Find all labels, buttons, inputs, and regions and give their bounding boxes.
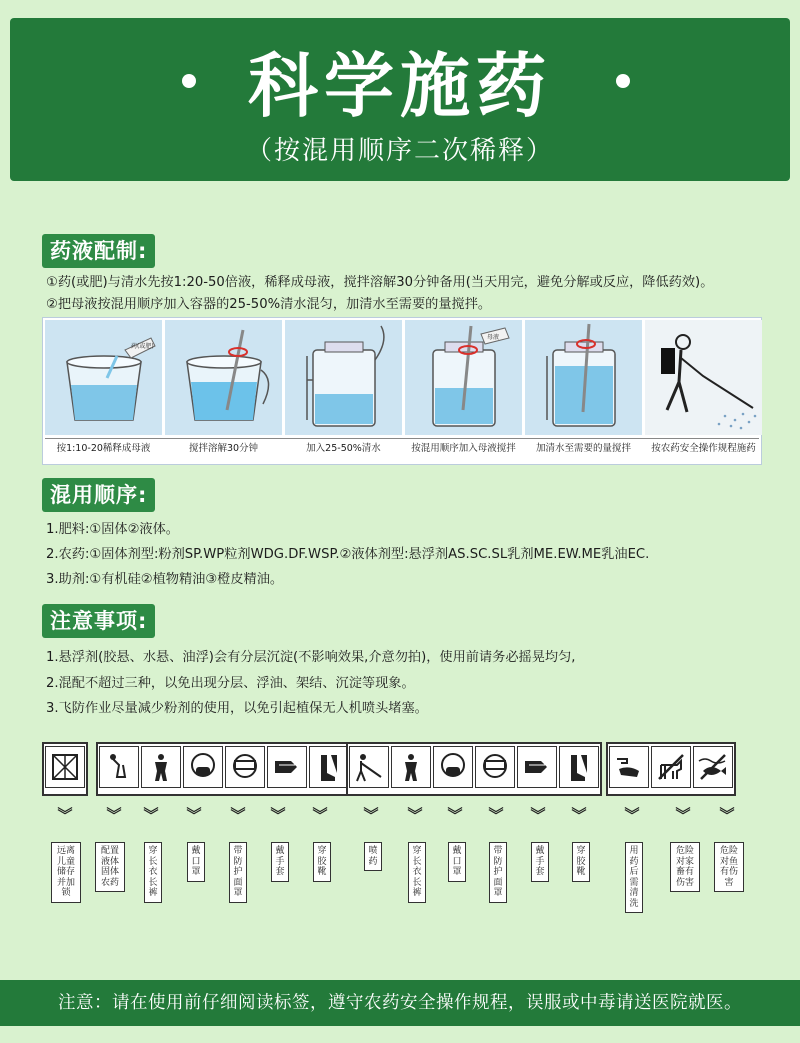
chevron-down-icon: ︾	[447, 806, 463, 824]
mixing-bottle-icon	[99, 746, 139, 788]
pictogram-label-gloves-2: 戴手套	[531, 842, 549, 882]
title-banner	[10, 18, 790, 181]
chevron-down-icon: ︾	[571, 806, 587, 824]
step-divider	[45, 438, 759, 439]
boots-icon	[309, 746, 349, 788]
step-5-illustration	[525, 320, 642, 435]
pictogram-label-mask: 戴口罩	[187, 842, 205, 882]
section-heading-mixing: 药液配制:	[42, 234, 155, 268]
pictogram-group-application	[346, 742, 602, 796]
pictogram-label-spray: 喷药	[364, 842, 382, 871]
gloves-icon	[267, 746, 307, 788]
order-line-1: 1.肥料:①固体②液体。	[46, 522, 179, 537]
pictogram-label-wash: 用药后需清洗	[625, 842, 643, 913]
chevron-down-icon: ︾	[488, 806, 504, 824]
step-3-label: 加入25-50%清水	[306, 443, 381, 454]
face-shield-icon-2	[475, 746, 515, 788]
bottle-label: 药(或肥)	[131, 343, 154, 350]
chevron-down-icon: ︾	[530, 806, 546, 824]
pictogram-label-clothes-2: 穿长衣长裤	[408, 842, 426, 903]
locked-storage-icon	[45, 746, 85, 788]
order-line-3: 3.助剂:①有机硅②植物精油③橙皮精油。	[46, 572, 284, 587]
step-5-label: 加清水至需要的量搅拌	[535, 443, 631, 454]
fish-hazard-icon	[693, 746, 733, 788]
section-heading-order: 混用顺序:	[42, 478, 155, 512]
pictogram-group-storage	[42, 742, 88, 796]
mask-icon-2	[433, 746, 473, 788]
pictogram-label-boots-2: 穿胶靴	[572, 842, 590, 882]
page-subtitle: （按混用顺序二次稀释）	[245, 136, 554, 166]
page-title: 科学施药	[248, 45, 552, 127]
wash-hands-icon	[609, 746, 649, 788]
long-clothes-icon	[141, 746, 181, 788]
mixing-steps-strip	[42, 317, 762, 465]
pictogram-label-storage: 远离儿童储存并加锁	[51, 842, 81, 903]
pictogram-label-prepare: 配置液体固体农药	[95, 842, 125, 892]
pictogram-label-shield-2: 带防护面罩	[489, 842, 507, 903]
pictogram-group-after-use	[606, 742, 736, 796]
pictogram-label-boots: 穿胶靴	[313, 842, 331, 882]
mixing-line-1: ①药(或肥)与清水先按1:20-50倍液，稀释成母液，搅拌溶解30分钟备用(当天用完，避免分解或反应，降低药效)。	[46, 275, 714, 290]
step-1-illustration	[45, 320, 162, 435]
pictogram-label-fish: 危险对鱼有伤害	[714, 842, 744, 892]
step-3-illustration	[285, 320, 402, 435]
notes-line-1: 1.悬浮剂(胶悬、水悬、油浮)会有分层沉淀(不影响效果,介意勿拍)，使用前请务必摇晃均匀,	[46, 650, 576, 665]
chevron-down-icon: ︾	[312, 806, 328, 824]
notes-line-2: 2.混配不超过三种，以免出现分层、浮油、架结、沉淀等现象。	[46, 676, 415, 691]
pictogram-label-gloves: 戴手套	[271, 842, 289, 882]
long-clothes-icon-2	[391, 746, 431, 788]
mother-liquor-label: 母液	[487, 334, 500, 341]
step-4-illustration	[405, 320, 522, 435]
gloves-icon-2	[517, 746, 557, 788]
chevron-down-icon: ︾	[57, 806, 73, 824]
pictogram-label-clothes: 穿长衣长裤	[144, 842, 162, 903]
safety-footer: 注意：请在使用前仔细阅读标签，遵守农药安全操作规程，误服或中毒请送医院就医。	[0, 980, 800, 1026]
pictogram-label-shield: 带防护面罩	[229, 842, 247, 903]
chevron-down-icon: ︾	[186, 806, 202, 824]
step-6-illustration	[645, 320, 762, 435]
bullet-dot-right	[616, 74, 630, 88]
mask-icon	[183, 746, 223, 788]
chevron-down-icon: ︾	[143, 806, 159, 824]
notes-line-3: 3.飞防作业尽量减少粉剂的使用，以免引起植保无人机喷头堵塞。	[46, 701, 428, 716]
livestock-hazard-icon	[651, 746, 691, 788]
chevron-down-icon: ︾	[719, 806, 735, 824]
mixing-line-2: ②把母液按混用顺序加入容器的25-50%清水混匀，加清水至需要的量搅拌。	[46, 297, 492, 312]
chevron-down-icon: ︾	[675, 806, 691, 824]
boots-icon-2	[559, 746, 599, 788]
step-6-label: 按农药安全操作规程施药	[651, 443, 756, 454]
chevron-down-icon: ︾	[270, 806, 286, 824]
face-shield-icon	[225, 746, 265, 788]
spraying-icon	[349, 746, 389, 788]
step-2-label: 搅拌溶解30分钟	[188, 443, 259, 454]
step-1-label: 按1:10-20稀释成母液	[56, 443, 151, 454]
order-line-2: 2.农药:①固体剂型:粉剂SP.WP粒剂WDG.DF.WSP.②液体剂型:悬浮剂AS.SC.SL乳剂ME.EW.ME乳油EC.	[46, 547, 650, 562]
pictogram-label-livestock: 危险对家畜有伤害	[670, 842, 700, 892]
chevron-down-icon: ︾	[230, 806, 246, 824]
pictogram-label-mask-2: 戴口罩	[448, 842, 466, 882]
section-heading-notes: 注意事项:	[42, 604, 155, 638]
chevron-down-icon: ︾	[407, 806, 423, 824]
step-4-label: 按混用顺序加入母液搅拌	[411, 443, 516, 454]
chevron-down-icon: ︾	[624, 806, 640, 824]
pictogram-group-preparation	[96, 742, 352, 796]
step-2-illustration	[165, 320, 282, 435]
chevron-down-icon: ︾	[106, 806, 122, 824]
chevron-down-icon: ︾	[363, 806, 379, 824]
